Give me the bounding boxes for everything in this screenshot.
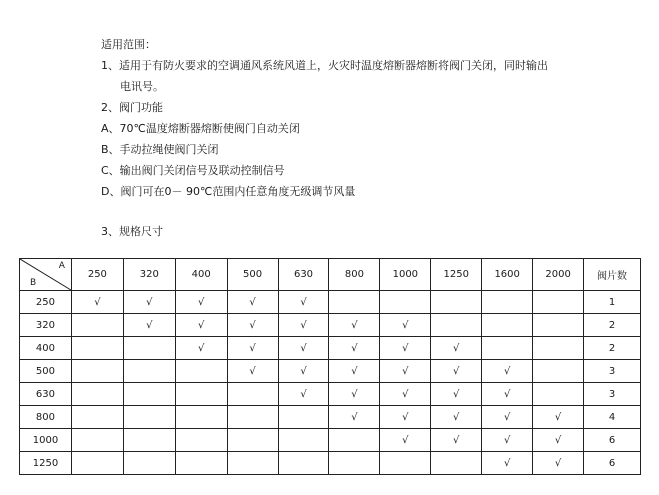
- check-mark-cell: √: [533, 452, 584, 475]
- function-title: 2、阀门功能: [101, 101, 163, 114]
- empty-cell: [533, 314, 584, 337]
- column-header: 1600: [482, 259, 533, 291]
- check-mark-cell: √: [227, 337, 278, 360]
- empty-cell: [329, 452, 380, 475]
- table-row: [20, 360, 641, 383]
- empty-cell: [431, 314, 482, 337]
- empty-cell: [123, 360, 175, 383]
- empty-cell: [482, 291, 533, 314]
- row-header-b: 400: [20, 337, 72, 360]
- check-mark-cell: √: [123, 314, 175, 337]
- blade-count-cell: 3: [584, 383, 641, 406]
- check-mark-cell: √: [329, 314, 380, 337]
- check-mark-cell: √: [482, 452, 533, 475]
- empty-cell: [278, 406, 329, 429]
- scope-item-1-line-2: 电讯号。: [120, 80, 164, 93]
- check-mark-cell: √: [380, 406, 431, 429]
- check-mark-cell: √: [533, 406, 584, 429]
- check-mark-cell: √: [482, 406, 533, 429]
- empty-cell: [175, 406, 227, 429]
- empty-cell: [71, 337, 123, 360]
- check-mark-cell: √: [329, 383, 380, 406]
- blade-count-cell: 2: [584, 314, 641, 337]
- blades-column-header: 阀片数: [584, 259, 641, 291]
- check-mark-cell: √: [329, 406, 380, 429]
- check-mark-cell: √: [227, 291, 278, 314]
- empty-cell: [533, 360, 584, 383]
- empty-cell: [482, 337, 533, 360]
- column-header: 630: [278, 259, 329, 291]
- check-mark-cell: √: [380, 360, 431, 383]
- empty-cell: [71, 452, 123, 475]
- blade-count-cell: 2: [584, 337, 641, 360]
- column-header: 800: [329, 259, 380, 291]
- check-mark-cell: √: [227, 314, 278, 337]
- check-mark-cell: √: [278, 314, 329, 337]
- check-mark-cell: √: [380, 383, 431, 406]
- empty-cell: [431, 291, 482, 314]
- table-row: [20, 383, 641, 406]
- row-header-b: 250: [20, 291, 72, 314]
- empty-cell: [482, 314, 533, 337]
- column-header: 400: [175, 259, 227, 291]
- check-mark-cell: √: [278, 360, 329, 383]
- check-mark-cell: √: [431, 360, 482, 383]
- check-mark-cell: √: [329, 360, 380, 383]
- table-header-row: [20, 259, 641, 291]
- corner-label-a: A: [58, 261, 65, 271]
- table-row: [20, 429, 641, 452]
- check-mark-cell: √: [329, 337, 380, 360]
- check-mark-cell: √: [431, 429, 482, 452]
- empty-cell: [123, 337, 175, 360]
- function-item-d: D、阀门可在0－ 90℃范围内任意角度无级调节风量: [101, 185, 356, 198]
- blade-count-cell: 3: [584, 360, 641, 383]
- column-header: 1250: [431, 259, 482, 291]
- empty-cell: [533, 383, 584, 406]
- empty-cell: [227, 452, 278, 475]
- empty-cell: [175, 452, 227, 475]
- row-header-b: 1250: [20, 452, 72, 475]
- scope-item-1-line-1: 1、适用于有防火要求的空调通风系统风道上，火灾时温度熔断器熔断将阀门关闭，同时输出: [101, 59, 548, 72]
- empty-cell: [329, 291, 380, 314]
- corner-label-b: B: [30, 278, 37, 288]
- check-mark-cell: √: [278, 291, 329, 314]
- empty-cell: [123, 406, 175, 429]
- empty-cell: [380, 452, 431, 475]
- empty-cell: [175, 383, 227, 406]
- table-corner-cell: [20, 259, 72, 291]
- table-body: [20, 291, 641, 475]
- table-row: [20, 406, 641, 429]
- check-mark-cell: √: [227, 360, 278, 383]
- blade-count-cell: 4: [584, 406, 641, 429]
- empty-cell: [227, 383, 278, 406]
- column-header: 250: [71, 259, 123, 291]
- empty-cell: [175, 429, 227, 452]
- function-item-b: B、手动拉绳使阀门关闭: [101, 143, 219, 156]
- table-row: [20, 314, 641, 337]
- check-mark-cell: √: [175, 337, 227, 360]
- empty-cell: [227, 429, 278, 452]
- check-mark-cell: √: [71, 291, 123, 314]
- empty-cell: [278, 452, 329, 475]
- row-header-b: 500: [20, 360, 72, 383]
- column-header: 2000: [533, 259, 584, 291]
- empty-cell: [123, 429, 175, 452]
- table-row: [20, 337, 641, 360]
- spec-table: [19, 258, 641, 475]
- check-mark-cell: √: [482, 429, 533, 452]
- table-row: [20, 291, 641, 314]
- empty-cell: [123, 452, 175, 475]
- empty-cell: [71, 429, 123, 452]
- empty-cell: [278, 429, 329, 452]
- check-mark-cell: √: [380, 429, 431, 452]
- row-header-b: 1000: [20, 429, 72, 452]
- check-mark-cell: √: [482, 360, 533, 383]
- check-mark-cell: √: [482, 383, 533, 406]
- empty-cell: [431, 452, 482, 475]
- check-mark-cell: √: [380, 314, 431, 337]
- blade-count-cell: 6: [584, 452, 641, 475]
- empty-cell: [533, 291, 584, 314]
- check-mark-cell: √: [533, 429, 584, 452]
- check-mark-cell: √: [175, 314, 227, 337]
- blade-count-cell: 1: [584, 291, 641, 314]
- blade-count-cell: 6: [584, 429, 641, 452]
- empty-cell: [329, 429, 380, 452]
- check-mark-cell: √: [380, 337, 431, 360]
- check-mark-cell: √: [123, 291, 175, 314]
- empty-cell: [71, 360, 123, 383]
- column-header: 1000: [380, 259, 431, 291]
- function-item-a: A、70℃温度熔断器熔断使阀门自动关闭: [101, 122, 300, 135]
- scope-title: 适用范围：: [101, 38, 156, 51]
- column-header: 320: [123, 259, 175, 291]
- spec-title: 3、规格尺寸: [101, 225, 163, 238]
- row-header-b: 320: [20, 314, 72, 337]
- empty-cell: [71, 406, 123, 429]
- function-item-c: C、输出阀门关闭信号及联动控制信号: [101, 164, 285, 177]
- check-mark-cell: √: [278, 337, 329, 360]
- check-mark-cell: √: [175, 291, 227, 314]
- check-mark-cell: √: [278, 383, 329, 406]
- empty-cell: [175, 360, 227, 383]
- empty-cell: [71, 314, 123, 337]
- row-header-b: 630: [20, 383, 72, 406]
- empty-cell: [380, 291, 431, 314]
- empty-cell: [123, 383, 175, 406]
- check-mark-cell: √: [431, 383, 482, 406]
- empty-cell: [71, 383, 123, 406]
- check-mark-cell: √: [431, 406, 482, 429]
- table-row: [20, 452, 641, 475]
- empty-cell: [533, 337, 584, 360]
- column-header: 500: [227, 259, 278, 291]
- row-header-b: 800: [20, 406, 72, 429]
- check-mark-cell: √: [431, 337, 482, 360]
- empty-cell: [227, 406, 278, 429]
